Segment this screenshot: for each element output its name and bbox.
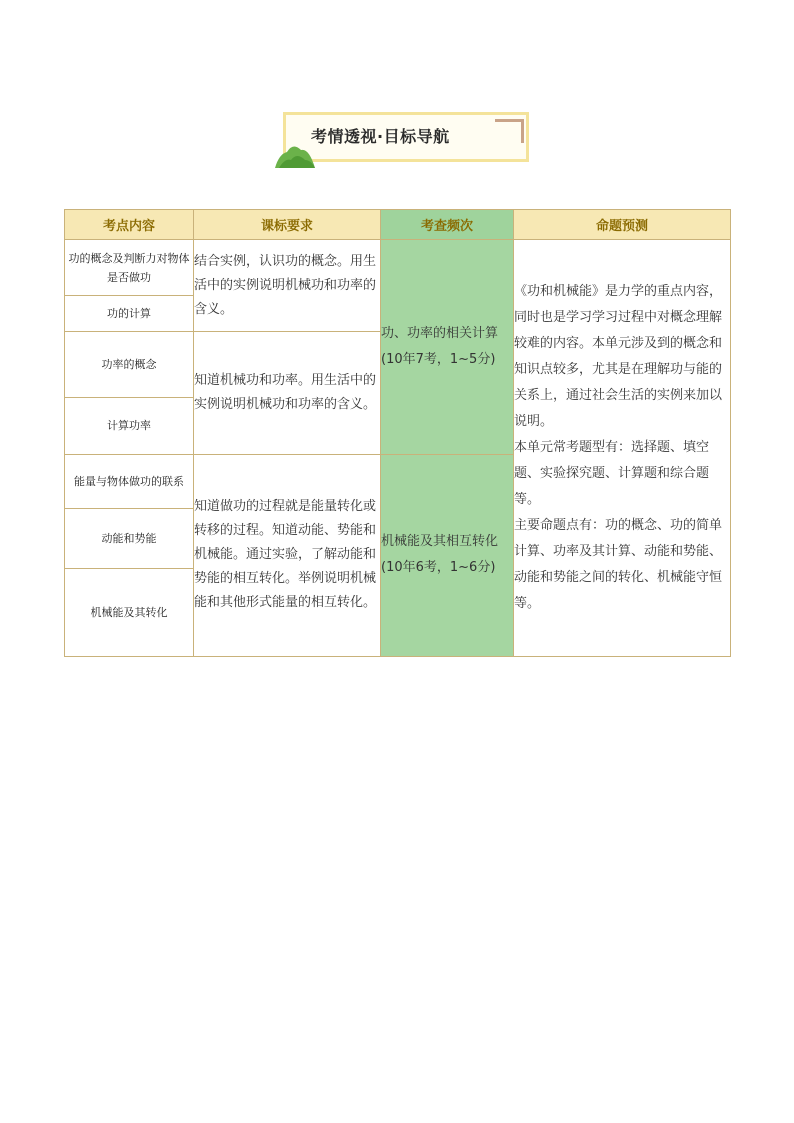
exam-overview-table xyxy=(64,209,731,657)
section-banner xyxy=(275,110,533,168)
header-frequency: 考查频次 xyxy=(381,210,514,240)
point-cell: 能量与物体做功的联系 xyxy=(65,454,194,508)
frequency-cell: 机械能及其相互转化(10年6考，1~6分) xyxy=(381,454,514,656)
banner-decoration-vertical xyxy=(521,119,524,143)
point-cell: 功的计算 xyxy=(65,296,194,332)
point-cell: 机械能及其转化 xyxy=(65,568,194,656)
requirement-cell: 知道做功的过程就是能量转化或转移的过程。知道动能、势能和机械能。通过实验，了解动能和势能的相互转化。举例说明机械能和其他形式能量的相互转化。 xyxy=(194,454,381,656)
banner-title: 考情透视·目标导航 xyxy=(311,127,450,146)
header-prediction: 命题预测 xyxy=(514,210,731,240)
point-cell: 功率的概念 xyxy=(65,332,194,398)
requirement-cell: 知道机械功和功率。用生活中的实例说明机械功和功率的含义。 xyxy=(194,332,381,454)
frequency-cell: 功、功率的相关计算(10年7考，1~5分) xyxy=(381,240,514,454)
requirement-cell: 结合实例，认识功的概念。用生活中的实例说明机械功和功率的含义。 xyxy=(194,240,381,332)
header-point: 考点内容 xyxy=(65,210,194,240)
point-cell: 动能和势能 xyxy=(65,508,194,568)
prediction-paragraph: 《功和机械能》是力学的重点内容，同时也是学习学习过程中对概念理解较难的内容。本单元涉及到的概念和知识点较多，尤其是在理解功与能的关系上，通过社会生活的实例来加以说明。 xyxy=(514,284,723,430)
prediction-paragraph: 本单元常考题型有：选择题、填空题、实验探究题、计算题和综合题等。 xyxy=(514,440,710,508)
point-cell: 计算功率 xyxy=(65,398,194,454)
prediction-paragraph: 主要命题点有：功的概念、功的简单计算、功率及其计算、动能和势能、动能和势能之间的转化、机械能守恒等。 xyxy=(514,518,723,612)
banner-decoration xyxy=(495,119,523,122)
header-requirement: 课标要求 xyxy=(194,210,381,240)
point-cell: 功的概念及判断力对物体是否做功 xyxy=(65,240,194,296)
prediction-cell xyxy=(514,240,731,657)
